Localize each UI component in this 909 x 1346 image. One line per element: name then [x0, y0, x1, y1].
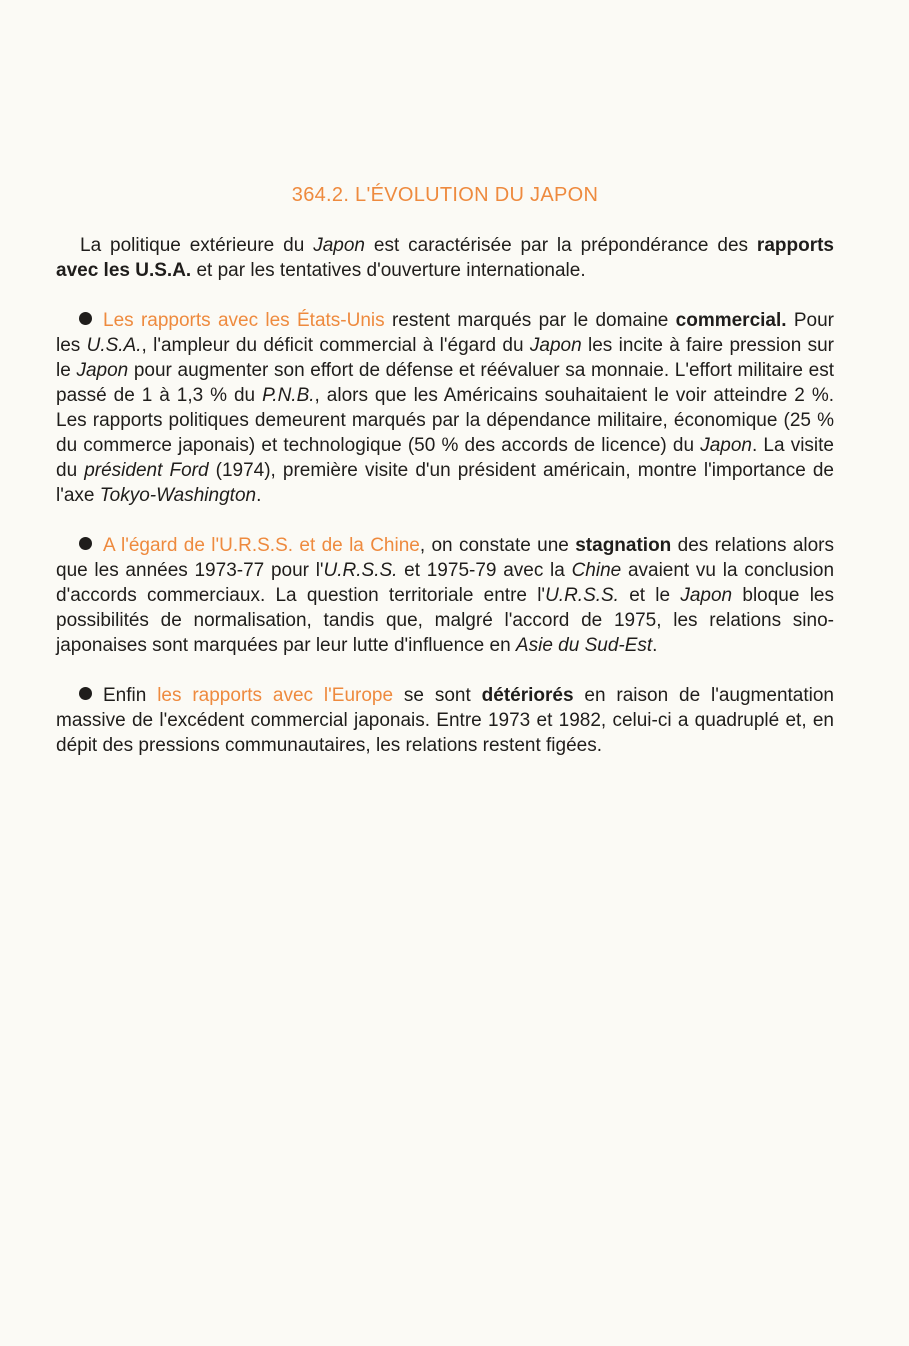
usa-text-15: (1974), première visite d'un président américain, montre l'importance de l'axe: [56, 460, 834, 506]
europe-heading: les rapports avec l'Europe: [157, 685, 394, 706]
usa-text-3: Pour les: [56, 310, 834, 356]
urss-text-4: U.R.S.S.: [323, 560, 398, 581]
usa-text-12: Japon: [700, 435, 752, 456]
usa-text-9: pour augmenter son effort de défense et réévaluer sa monnaie. L'effort militaire est passé de 1 à 1,3 % du: [56, 360, 834, 406]
usa-heading: Les rapports avec les États-Unis: [103, 310, 385, 331]
bullet-icon: [79, 687, 92, 700]
europe-text-0: Enfin: [103, 685, 158, 706]
intro-text-1: La politique extérieure du: [80, 235, 314, 256]
usa-text-17: .: [256, 485, 262, 506]
page-content: [56, 184, 834, 783]
urss-text-7: avaient vu la conclusion d'accords commerciaux. La question territoriale entre l': [56, 560, 835, 606]
europe-paragraph: [56, 683, 834, 758]
europe-text-2: détériorés: [481, 685, 574, 706]
urss-text-10: Japon: [680, 585, 733, 606]
urss-text-5: et 1975-79 avec la: [397, 560, 572, 581]
intro-paragraph: [56, 233, 834, 283]
urss-text-6: Chine: [571, 560, 622, 581]
usa-text-6: Japon: [529, 335, 582, 356]
urss-text-8: U.R.S.S.: [545, 585, 619, 606]
usa-text-11: , alors que les Américains souhaitaient le voir atteindre 2 %. Les rapports politiques demeurent marqués par la dépendance militaire, économique (25 % du commerce japonais) et technologique (50 % des accords de licence) du: [56, 385, 834, 456]
urss-text-11: bloque les possibilités de normalisation, tandis que, malgré l'accord de 1975, les relations sino-japonaises sont marquées par leur lutte d'influence en: [56, 585, 834, 656]
intro-text-4: rapports avec les U.S.A.: [56, 235, 834, 281]
europe-text-3: en raison de l'augmentation massive de l'excédent commercial japonais. Entre 1973 et 1982, celui-ci a quadruplé et, en dépit des pressions communautaires, les relations restent figées.: [56, 685, 835, 756]
europe-text-1: se sont: [393, 685, 482, 706]
urss-paragraph: [56, 533, 834, 658]
usa-text-4: U.S.A.: [86, 335, 142, 356]
urss-text-12: Asie du Sud-Est: [515, 635, 653, 656]
urss-text-3: des relations alors que les années 1973-77 pour l': [56, 535, 834, 581]
intro-text-3: est caractérisée par la prépondérance des: [364, 235, 757, 256]
urss-text-9: et le: [618, 585, 681, 606]
usa-paragraph: [56, 308, 834, 508]
usa-text-16: Tokyo-Washington: [99, 485, 257, 506]
urss-text-2: stagnation: [575, 535, 672, 556]
usa-text-10: P.N.B.: [262, 385, 315, 406]
intro-text-2: Japon: [313, 235, 365, 256]
usa-text-2: commercial.: [675, 310, 787, 331]
usa-text-1: restent marqués par le domaine: [384, 310, 676, 331]
urss-text-1: , on constate une: [419, 535, 576, 556]
usa-text-7: les incite à faire pression sur le: [56, 335, 834, 381]
intro-text-5: et par les tentatives d'ouverture internationale.: [191, 260, 586, 281]
section-title: 364.2. L'ÉVOLUTION DU JAPON: [291, 184, 599, 206]
urss-heading: A l'égard de l'U.R.S.S. et de la Chine: [103, 535, 420, 556]
bullet-icon: [79, 537, 92, 550]
urss-text-13: .: [652, 635, 658, 656]
usa-text-13: . La visite du: [56, 435, 834, 481]
bullet-icon: [79, 312, 92, 325]
usa-text-5: , l'ampleur du déficit commercial à l'égard du: [141, 335, 530, 356]
usa-text-14: président Ford: [84, 460, 209, 481]
usa-text-8: Japon: [76, 360, 129, 381]
